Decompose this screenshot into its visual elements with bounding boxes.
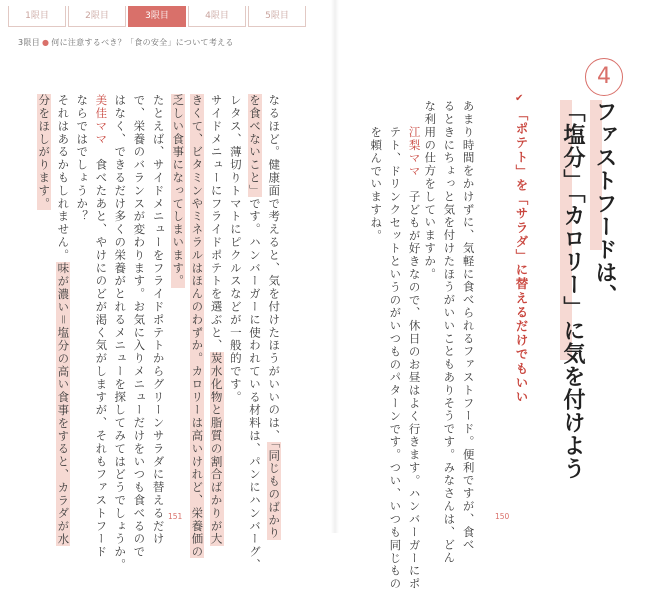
chapter-number: 4 <box>585 58 623 96</box>
period-tabs <box>8 6 308 28</box>
tab-period-4[interactable]: 4限目 <box>188 6 246 27</box>
highlighted-phrase: を食べないこと」 <box>248 94 263 198</box>
highlighted-phrase: 炭水化物と脂質の割合ばかりが大 <box>209 352 224 546</box>
breadcrumb-text: 何に注意するべき？「食の安全」について考える <box>51 38 234 47</box>
highlighted-phrase: 乏しい食事になってしまいます。 <box>171 94 186 288</box>
speaker-name: 美佳ママ <box>94 94 109 146</box>
para-line: です。ハンバーガーに使われている材料は、パンにハンバーグ、 <box>248 197 263 572</box>
para-line: で、栄養のバランスが変わります。お気に入りメニューだけをいつも食べるので <box>132 94 147 559</box>
breadcrumb-period: 3限目 <box>18 38 40 47</box>
para-line: はなく、できるだけ多くの栄養がとれるメニューを探してみてはどうでしょうか。 <box>113 94 128 572</box>
intro-line: あまり時間をかけずに、気軽に食べられるファストフード。便利ですが、食べ <box>461 100 476 552</box>
highlighted-phrase: 味が濃い＝塩分の高い食事をすると、カラダが水 <box>56 261 71 546</box>
intro-line: るときにちょっと気を付けたほうがいいこともありそうです。みなさんは、どん <box>442 100 457 565</box>
para-line: たとえば、サイドメニューをフライドポテトからグリーンサラダに替えるだけ <box>151 94 166 546</box>
page-gutter <box>331 0 339 533</box>
right-page-speech <box>366 126 424 590</box>
speech-line: 食べたあと、やけにのどが渇く気がしますが、それもファストフード <box>94 158 109 559</box>
tab-period-2[interactable]: 2限目 <box>68 6 126 27</box>
bullet-icon: ● <box>42 38 50 47</box>
check-icon: ✔ <box>515 93 524 104</box>
page-number-right: 150 <box>495 512 510 521</box>
speaker-name: 江梨ママ <box>407 126 422 178</box>
tab-period-3[interactable]: 3限目 <box>128 6 186 27</box>
title-line-2: 「塩分」「カロリー」に気を付けよう <box>560 100 585 480</box>
page-title <box>556 100 620 480</box>
highlighted-phrase: 「同じものばかり <box>267 442 282 540</box>
para-line: レタス、薄切りトマトにピクルスなどが一般的です。 <box>228 94 243 404</box>
left-page-paragraph-3 <box>34 94 72 546</box>
para-line: サイドメニューにフライドポテトを選ぶと、 <box>209 94 224 352</box>
left-page-speech <box>72 94 110 559</box>
highlighted-phrase: 分をほしがります。 <box>37 94 52 211</box>
page-number-left: 151 <box>168 512 183 521</box>
speech-line: を頼んでいますね。 <box>369 126 384 243</box>
intro-line: な利用の仕方をしていますか。 <box>423 100 438 281</box>
right-page-intro <box>420 100 478 565</box>
highlighted-phrase: きくて、ビタミンやミネラルはほんのわずか。カロリーは高いけれど、栄養価の <box>190 94 205 559</box>
para-line: なるほど。健康面で考えると、気を付けたほうがいいのは、 <box>267 94 282 443</box>
speech-line: 子どもが好きなので、休日のお昼はよく行きます。ハンバーガーにポ <box>407 190 422 590</box>
tab-period-1[interactable]: 1限目 <box>8 6 66 27</box>
tab-period-5[interactable]: 5限目 <box>248 6 306 27</box>
speech-line: テト、ドリンクセットというのがいつものパターンです。つい、いつも同じもの <box>388 126 403 590</box>
breadcrumb <box>18 37 234 48</box>
speech-line: ならではでしょうか？ <box>75 94 90 223</box>
title-line-1: ファストフードは、 <box>592 100 617 307</box>
section-subhead: 「ポテト」を「サラダ」に替えるだけでもいい <box>514 108 529 405</box>
para-line: それはあるかもしれません。 <box>56 94 71 262</box>
left-page-paragraph-2 <box>110 94 168 572</box>
